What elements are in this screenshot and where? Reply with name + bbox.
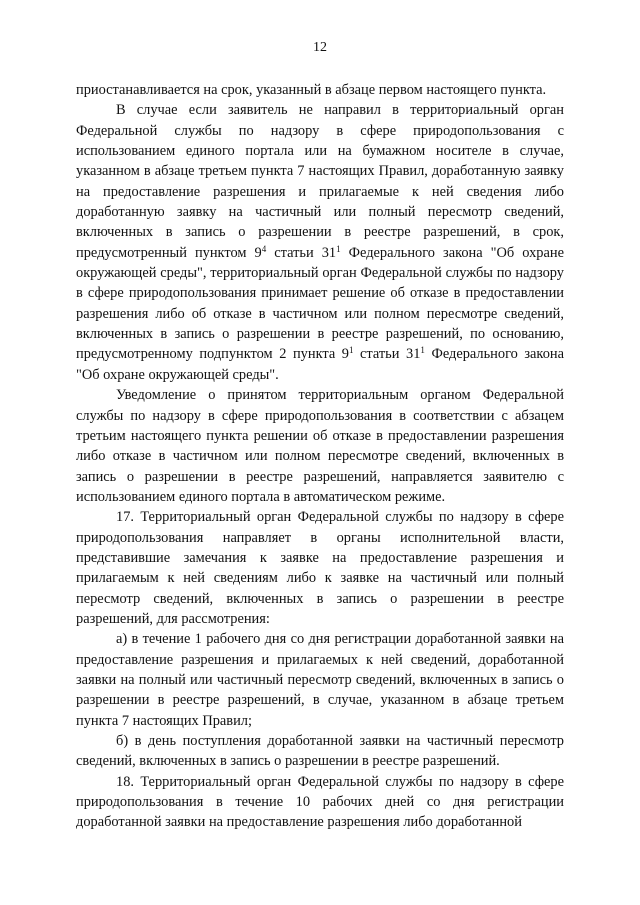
paragraph-notification: Уведомление о принятом территориальным органом Федеральной службы по надзору в сфере природопользования в соответствии с абзацем третьим настоящего пункта решении об отказе в предоставлении разрешения либо отказе в частичном или полном пересмотре сведений, включенных в запись о разрешении в реестре разрешений, направляется заявителю с использованием единого портала в автоматическом режиме. <box>76 387 564 505</box>
paragraph-item-18: 18. Территориальный орган Федеральной службы по надзору в сфере природопользования в течение 10 рабочих дней со дня регистрации доработанной заявки на предоставление разрешения либо доработанной <box>76 773 564 831</box>
page-number: 12 <box>313 40 327 55</box>
paragraph-item-17: 17. Территориальный орган Федеральной службы по надзору в сфере природопользования направляет в органы исполнительной власти, представившие замечания к заявке на предоставление разрешения и прилагаемым к ней сведениям либо к заявке на частичный или полный пересмотр сведений, включенных в запись о разрешении в реестре разрешений, для рассмотрения: <box>76 509 564 627</box>
paragraph-item-17-b: б) в день поступления доработанной заявки на частичный пересмотр сведений, включенных в запись о разрешении в реестре разрешений. <box>76 733 564 770</box>
document-body <box>76 80 564 833</box>
paragraph-item-17-a: а) в течение 1 рабочего дня со дня регистрации доработанной заявки на предоставление разрешения и прилагаемых к ней сведений, доработанной заявки на полный или частичный пересмотр сведений, включенных в запись о разрешении в реестре разрешений, в случае, указанном в абзаце третьем пункта 7 настоящих Правил; <box>76 631 564 729</box>
paragraph-refusal-decision: В случае если заявитель не направил в территориальный орган Федеральной службы по надзору в сфере природопользования с использованием единого портала или на бумажном носителе в случае, указанном в абзаце третьем пункта 7 настоящих Правил, доработанную заявку на предоставление разрешения и прилагаемые к ней сведения либо доработанную заявку на частичный или полный пересмотр сведений, включенных в запись о разрешении в реестре разрешений, в срок, предусмотренный пунктом $9^4$ статьи $31^1$ Федерального закона "Об охране окружающей среды", территориальный орган Федеральной службы по надзору в сфере природопользования принимает решение об отказе в предоставлении разрешения либо об отказе в частичном или полном пересмотре сведений, включенных в запись о разрешении в реестре разрешений, по основанию, предусмотренному подпунктом 2 пункта $9^1$ статьи $31^1$ Федерального закона "Об охране окружающей среды". <box>76 102 564 383</box>
paragraph-continuation: приостанавливается на срок, указанный в абзаце первом настоящего пункта. <box>76 82 547 98</box>
